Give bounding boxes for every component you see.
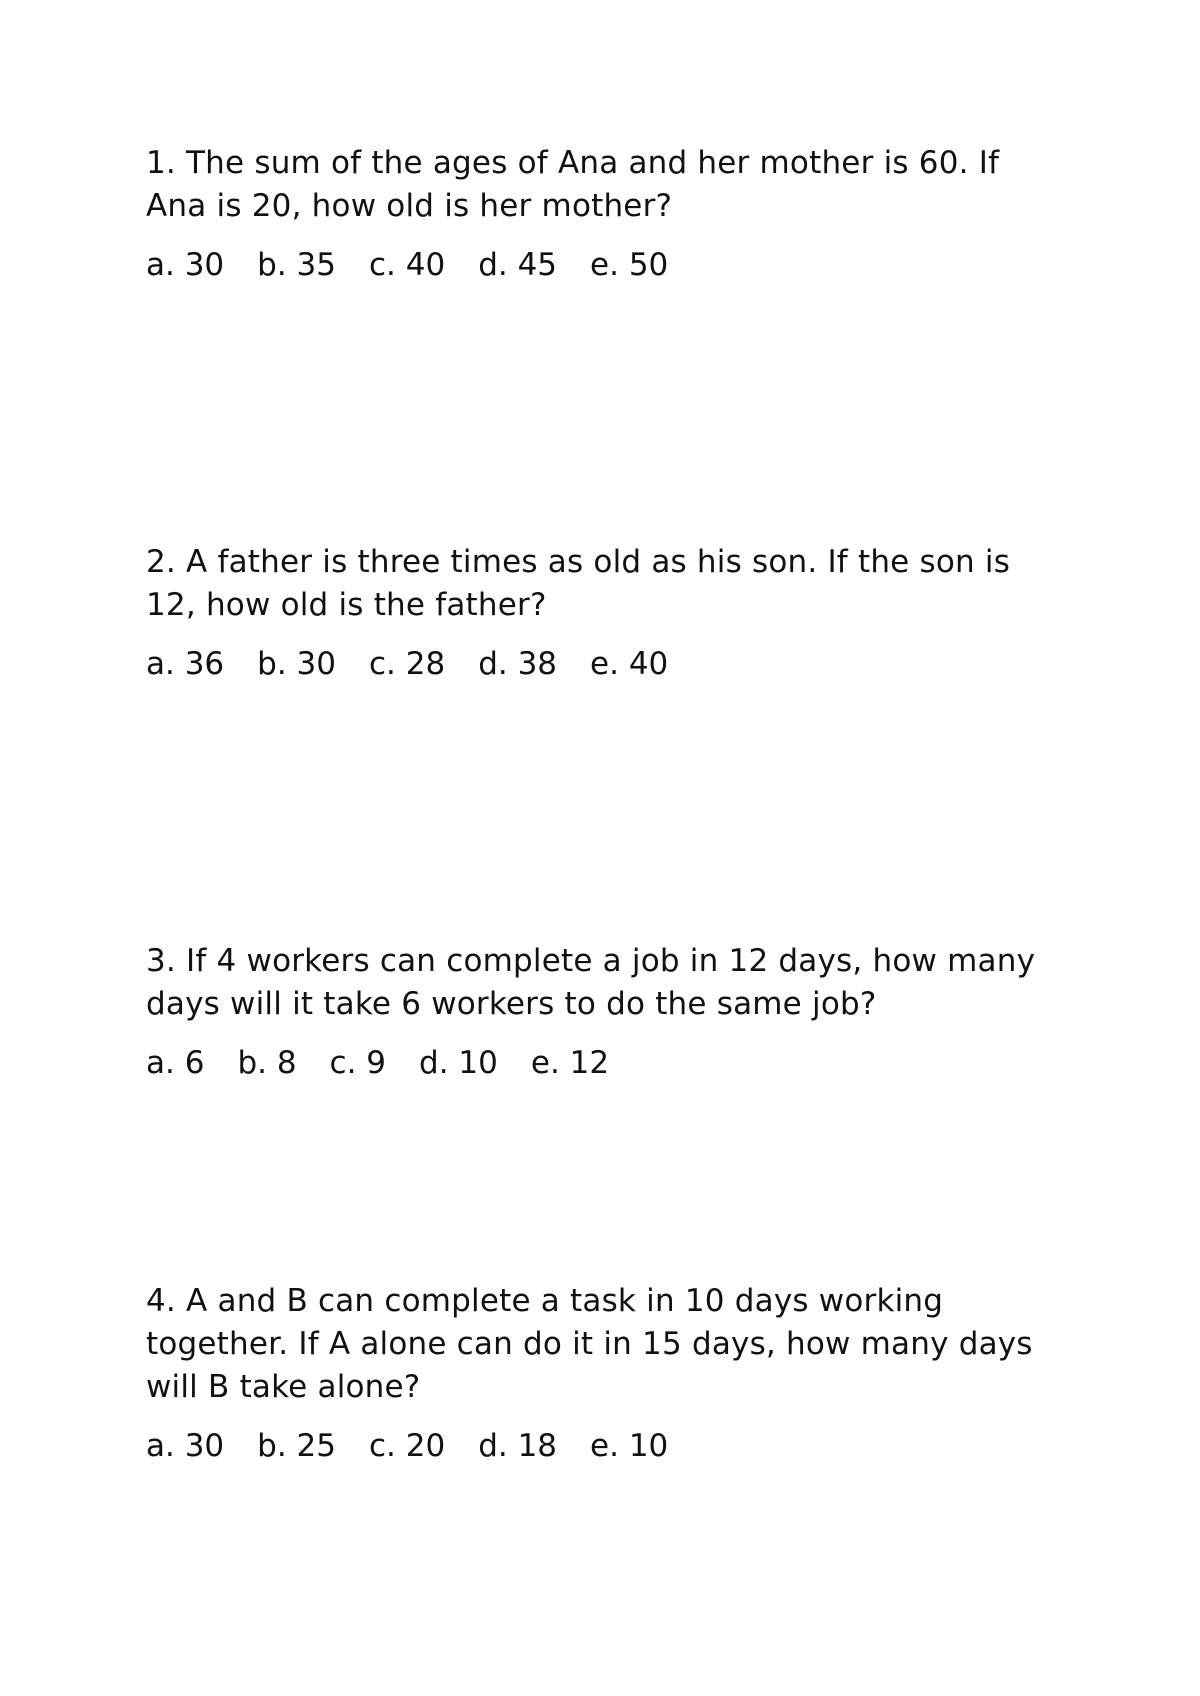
question-1: [146, 142, 1046, 287]
answer-choices: [146, 1042, 1046, 1085]
choice-b: b. 25: [257, 1428, 336, 1464]
question-3: [146, 940, 1046, 1085]
answer-choices: [146, 1425, 1046, 1468]
choice-c: c. 20: [369, 1428, 446, 1464]
question-text: 2. A father is three times as old as his son. If the son is 12, how old is the father?: [146, 544, 1011, 623]
choice-a: a. 30: [146, 247, 225, 283]
choice-d: d. 38: [478, 646, 558, 682]
choice-a: a. 36: [146, 646, 225, 682]
choice-d: d. 18: [478, 1428, 558, 1464]
choice-c: c. 40: [369, 247, 446, 283]
choice-c: c. 9: [329, 1045, 387, 1081]
question-text: 3. If 4 workers can complete a job in 12 days, how many days will it take 6 workers to do the same job?: [146, 943, 1036, 1022]
choice-b: b. 35: [257, 247, 336, 283]
question-4: [146, 1280, 1046, 1468]
choice-a: a. 30: [146, 1428, 225, 1464]
answer-choices: [146, 244, 1046, 287]
choice-d: d. 10: [419, 1045, 498, 1081]
choice-d: d. 45: [478, 247, 558, 283]
question-2: [146, 541, 1046, 686]
choice-b: b. 30: [257, 646, 336, 682]
choice-e: e. 10: [590, 1428, 669, 1464]
choice-e: e. 50: [590, 247, 669, 283]
question-text: 4. A and B can complete a task in 10 days working together. If A alone can do it in 15 days, how many days will B take alone?: [146, 1283, 1033, 1405]
choice-b: b. 8: [237, 1045, 297, 1081]
choice-a: a. 6: [146, 1045, 205, 1081]
answer-choices: [146, 643, 1046, 686]
question-text: 1. The sum of the ages of Ana and her mother is 60. If Ana is 20, how old is her mother?: [146, 145, 1000, 224]
choice-c: c. 28: [369, 646, 446, 682]
choice-e: e. 12: [530, 1045, 610, 1081]
choice-e: e. 40: [590, 646, 669, 682]
